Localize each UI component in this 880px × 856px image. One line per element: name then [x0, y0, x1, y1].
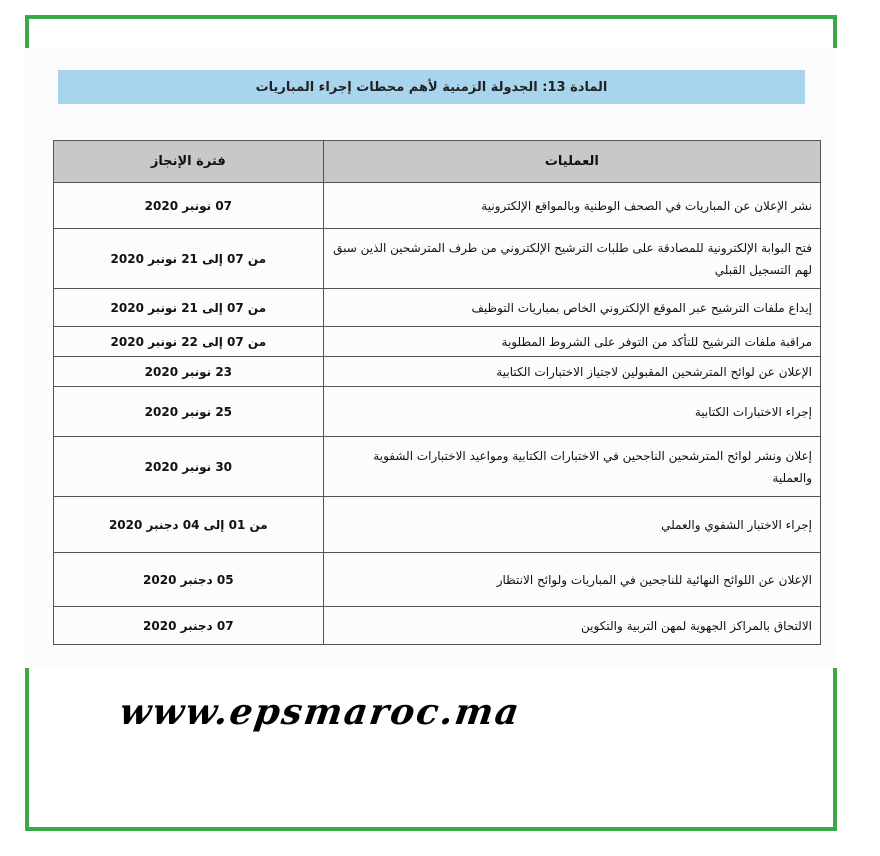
- schedule-table: [53, 140, 821, 645]
- table-row: [54, 607, 821, 645]
- operation-cell: نشر الإعلان عن المباريات في الصحف الوطنية وبالمواقع الإلكترونية: [323, 183, 820, 229]
- table-row: [54, 289, 821, 327]
- table-header-row: [54, 141, 821, 183]
- table-row: [54, 357, 821, 387]
- period-cell: 05 دجنبر 2020: [54, 553, 324, 607]
- operation-cell: الإعلان عن لوائح المترشحين المقبولين لاجتياز الاختبارات الكتابية: [323, 357, 820, 387]
- table-row: [54, 327, 821, 357]
- period-cell: من 07 إلى 21 نونبر 2020: [54, 229, 324, 289]
- operation-cell: إجراء الاختبار الشفوي والعملي: [323, 497, 820, 553]
- operation-cell: فتح البوابة الإلكترونية للمصادقة على طلبات الترشيح الإلكتروني من طرف المترشحين الذين سبق لهم التسجيل القبلي: [323, 229, 820, 289]
- period-cell: 30 نونبر 2020: [54, 437, 324, 497]
- period-cell: من 07 إلى 21 نونبر 2020: [54, 289, 324, 327]
- header-period: فترة الإنجاز: [54, 141, 324, 183]
- table-row: [54, 497, 821, 553]
- table-row: [54, 183, 821, 229]
- period-cell: من 07 إلى 22 نونبر 2020: [54, 327, 324, 357]
- table-row: [54, 437, 821, 497]
- header-operations: العمليات: [323, 141, 820, 183]
- table-row: [54, 229, 821, 289]
- period-cell: 07 دجنبر 2020: [54, 607, 324, 645]
- operation-cell: مراقبة ملفات الترشيح للتأكد من التوفر على الشروط المطلوبة: [323, 327, 820, 357]
- article-title: المادة 13: الجدولة الزمنية لأهم محطات إجراء المباريات: [255, 79, 608, 95]
- period-cell: 23 نونبر 2020: [54, 357, 324, 387]
- operation-cell: إعلان ونشر لوائح المترشحين الناجحين في الاختبارات الكتابية ومواعيد الاختبارات الشفوية والعملية: [323, 437, 820, 497]
- article-title-bar: [58, 70, 805, 104]
- table-row: [54, 553, 821, 607]
- operation-cell: إيداع ملفات الترشيح عبر الموقع الإلكتروني الخاص بمباريات التوظيف: [323, 289, 820, 327]
- table-row: [54, 387, 821, 437]
- period-cell: 25 نونبر 2020: [54, 387, 324, 437]
- operation-cell: إجراء الاختبارات الكتابية: [323, 387, 820, 437]
- period-cell: من 01 إلى 04 دجنبر 2020: [54, 497, 324, 553]
- operation-cell: الالتحاق بالمراكز الجهوية لمهن التربية والتكوين: [323, 607, 820, 645]
- site-watermark: www.epsmaroc.ma: [117, 691, 524, 733]
- period-cell: 07 نونبر 2020: [54, 183, 324, 229]
- operation-cell: الإعلان عن اللوائح النهائية للناجحين في المباريات ولوائح الانتظار: [323, 553, 820, 607]
